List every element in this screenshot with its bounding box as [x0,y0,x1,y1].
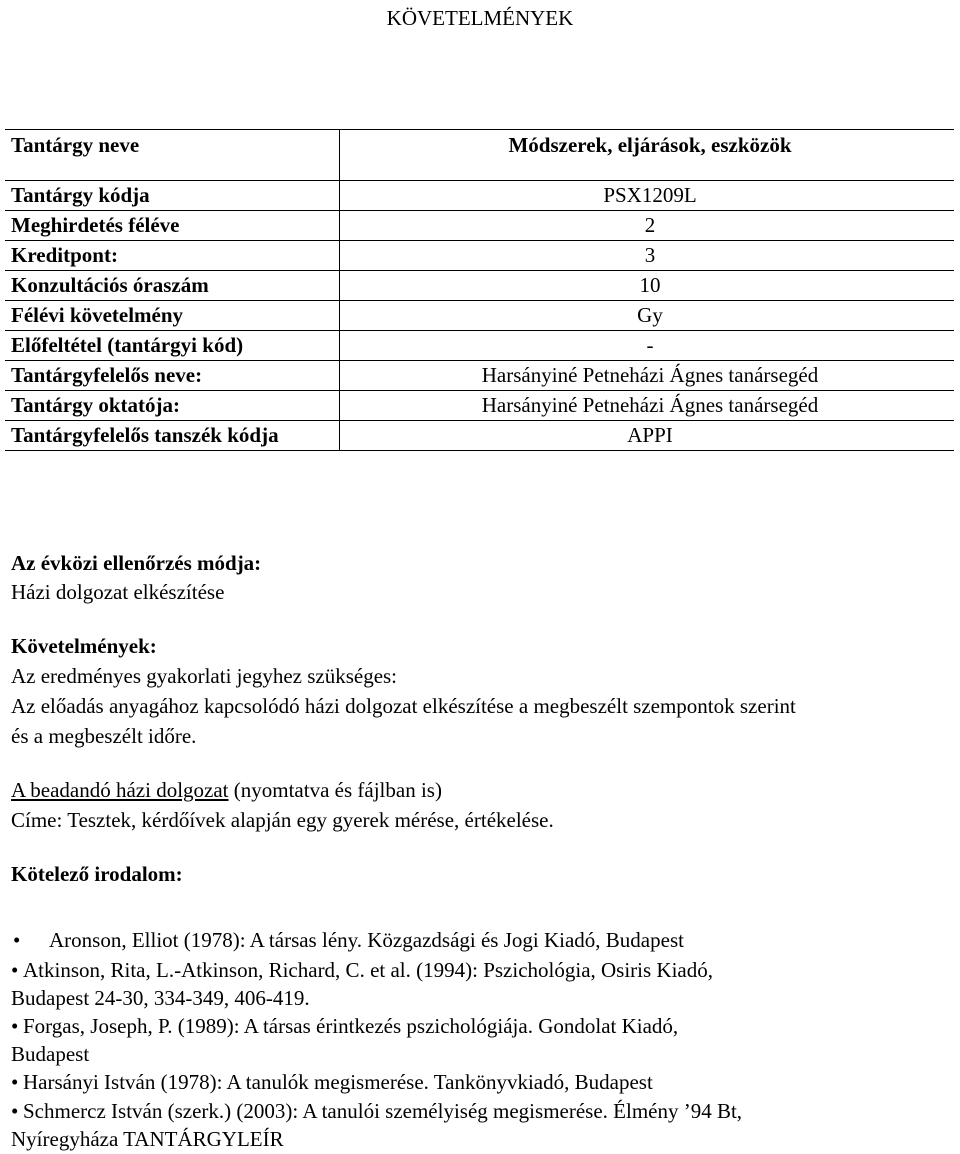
row-value: 2 [644,213,656,237]
bullet-icon: • [11,1014,19,1038]
table-row [5,211,954,241]
requirements-line: Az előadás anyagához kapcsolódó házi dolgozat elkészítése a megbeszélt szempontok szerint [11,694,796,718]
literature-item [11,1012,678,1041]
requirements-line: és a megbeszélt időre. [11,724,197,748]
table-row [5,331,954,361]
table-row [5,391,954,421]
homework-title: Címe: Tesztek, kérdőívek alapján egy gyerek mérése, értékelése. [11,808,554,832]
row-label: Kreditpont: [5,241,340,271]
homework-line [11,776,442,805]
table-row [5,130,954,181]
literature-item-text: Harsányi István (1978): A tanulók megismerése. Tankönyvkiadó, Budapest [23,1070,653,1094]
requirements-line: Az eredményes gyakorlati jegyhez szükséges: [11,664,398,688]
table-row [5,271,954,301]
assessment-heading: Az évközi ellenőrzés módja: [11,551,262,575]
row-label: Félévi követelmény [5,301,340,331]
course-info-table [5,129,954,451]
table-row [5,361,954,391]
row-label: Tantárgy oktatója: [5,391,340,421]
homework-underlined: A beadandó házi dolgozat [11,778,229,802]
bullet-icon: • [13,928,21,952]
table-row [5,301,954,331]
row-value: - [646,333,654,357]
row-label: Tantárgyfelelős tanszék kódja [5,421,340,451]
row-label: Előfeltétel (tantárgyi kód) [5,331,340,361]
row-label: Konzultációs óraszám [5,271,340,301]
homework-rest: (nyomtatva és fájlban is) [228,778,442,802]
row-label: Tantárgy neve [5,130,340,181]
literature-item [11,1068,653,1097]
row-value: PSX1209L [603,183,697,207]
bullet-icon: • [11,1099,19,1123]
row-label: Tantárgy kódja [5,181,340,211]
bullet-icon: • [11,958,19,982]
literature-item-text: Schmercz István (szerk.) (2003): A tanulói személyiség megismerése. Élmény ’94 Bt, [23,1099,743,1123]
table-row [5,241,954,271]
row-label: Meghirdetés féléve [5,211,340,241]
assessment-text: Házi dolgozat elkészítése [11,580,225,604]
literature-item-text: Atkinson, Rita, L.-Atkinson, Richard, C. et al. (1994): Pszichológia, Osiris Kiadó, [23,958,714,982]
row-value: Harsányiné Petneházi Ágnes tanársegéd [481,363,819,387]
row-value: Módszerek, eljárások, eszközök [508,133,792,157]
row-value: Gy [637,303,663,327]
literature-item-cont: Budapest 24-30, 334-349, 406-419. [11,986,310,1010]
literature-heading: Kötelező irodalom: [11,862,183,886]
row-label: Tantárgyfelelős neve: [5,361,340,391]
literature-item [11,1097,742,1126]
table-row [5,421,954,451]
row-value: APPI [627,423,673,447]
row-value: Harsányiné Petneházi Ágnes tanársegéd [481,393,819,417]
literature-item [11,956,713,985]
literature-item-text: Forgas, Joseph, P. (1989): A társas érintkezés pszichológiája. Gondolat Kiadó, [23,1014,679,1038]
page-title: KÖVETELMÉNYEK [386,6,574,30]
table-row [5,181,954,211]
row-value: 10 [639,273,661,297]
bullet-icon: • [11,1070,19,1094]
literature-item-cont: Nyíregyháza TANTÁRGYLEÍR [11,1127,284,1151]
literature-item-cont: Budapest [11,1042,90,1066]
requirements-heading: Követelmények: [11,634,157,658]
row-value: 3 [644,243,656,267]
literature-item: Aronson, Elliot (1978): A társas lény. Közgazdsági és Jogi Kiadó, Budapest [49,928,684,952]
